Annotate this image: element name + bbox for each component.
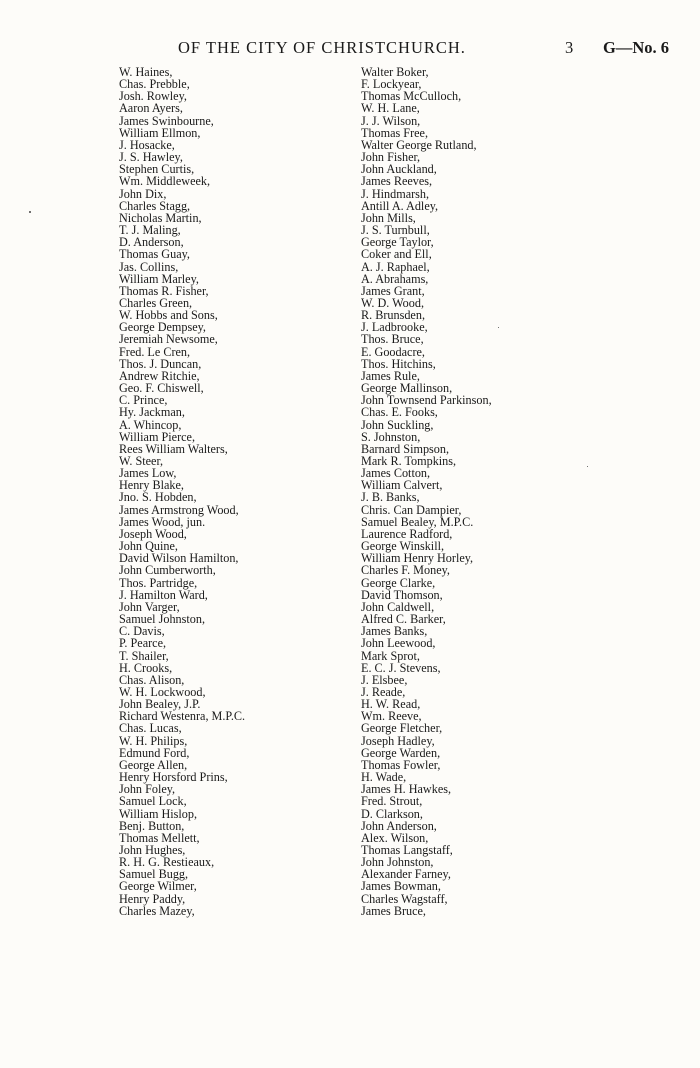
signatory-name: D. Anderson, — [119, 235, 184, 250]
signatory-name: T. Shailer, — [119, 648, 169, 663]
signatory-name: Henry Horsford Prins, — [119, 770, 228, 785]
signatory-name: Chas. Lucas, — [119, 721, 182, 736]
signatory-name: Jeremiah Newsome, — [119, 332, 218, 347]
signatory-name: H. Wade, — [361, 770, 407, 785]
signatory-list-right — [361, 66, 492, 917]
signatory-name: James Banks, — [361, 624, 428, 639]
signatory-name: Charles F. Money, — [361, 563, 450, 578]
signatory-name: James Rule, — [361, 368, 420, 383]
signatory-name: Fred. Strout, — [361, 794, 423, 809]
signatory-name: Wm. Middleweek, — [119, 174, 211, 189]
page-header — [0, 38, 700, 62]
signatory-name: Thomas McCulloch, — [361, 89, 462, 104]
signatory-name: J. Reade, — [361, 684, 406, 699]
signatory-name: A. J. Raphael, — [361, 259, 430, 274]
signatory-name: Edmund Ford, — [119, 745, 190, 760]
signatory-name: George Clarke, — [361, 575, 436, 590]
signatory-name: Thos. Bruce, — [361, 332, 424, 347]
signatory-name: John Dix, — [119, 186, 167, 201]
signatory-name: Thos. J. Duncan, — [119, 356, 202, 371]
signatory-name: J. J. Wilson, — [361, 113, 421, 128]
signatory-name: Antill A. Adley, — [361, 198, 439, 213]
signatory-name: James Bowman, — [361, 879, 441, 894]
signatory-name: James H. Hawkes, — [361, 782, 452, 797]
signatory-name: John Fisher, — [361, 150, 421, 165]
signatory-name: Fred. Le Cren, — [119, 344, 191, 359]
signatory-name: Geo. F. Chiswell, — [119, 381, 204, 396]
signatory-name: E. C. J. Stevens, — [361, 660, 441, 675]
signatory-name: Benj. Button, — [119, 818, 185, 833]
signatory-name: Thos. Partridge, — [119, 575, 198, 590]
signatory-name: E. Goodacre, — [361, 344, 425, 359]
signatory-name: James Bruce, — [361, 903, 426, 918]
signatory-name: Thomas Mellett, — [119, 830, 200, 845]
signatory-name: James Armstrong Wood, — [119, 502, 239, 517]
signatory-name: John Cumberworth, — [119, 563, 216, 578]
signatory-name: W. H. Lane, — [361, 101, 420, 116]
signatory-name: Charles Stagg, — [119, 198, 191, 213]
signatory-name: Richard Westenra, M.P.C. — [119, 709, 246, 724]
signatory-name: Thomas R. Fisher, — [119, 283, 209, 298]
signatory-name: F. Lockyear, — [361, 77, 422, 92]
signatory-name: R. H. G. Restieaux, — [119, 855, 215, 870]
signatory-name: W. H. Lockwood, — [119, 684, 206, 699]
signatory-name: William Calvert, — [361, 478, 443, 493]
signatory-name: John Varger, — [119, 599, 180, 614]
signatory-name: John Foley, — [119, 782, 176, 797]
signatory-name: John Anderson, — [361, 818, 437, 833]
signatory-name: Chas. Prebble, — [119, 77, 190, 92]
signatory-name: C. Davis, — [119, 624, 165, 639]
signatory-name: S. Johnston, — [361, 429, 421, 444]
signatory-name: Josh. Rowley, — [119, 89, 187, 104]
signatory-name: J. S. Hawley, — [119, 150, 183, 165]
signatory-name: C. Prince, — [119, 393, 168, 408]
signatory-name: J. S. Turnbull, — [361, 223, 430, 238]
signatory-name: Walter Boker, — [361, 65, 429, 79]
signatory-name: William Ellmon, — [119, 125, 201, 140]
signatory-name: William Hislop, — [119, 806, 198, 821]
signatory-name: Thos. Hitchins, — [361, 356, 436, 371]
signatory-name: W. Hobbs and Sons, — [119, 308, 218, 323]
signatory-name: Samuel Bealey, M.P.C. — [361, 514, 474, 529]
page-number: 3 — [565, 38, 574, 57]
signatory-name: Walter George Rutland, — [361, 137, 477, 152]
signatory-name: Wm. Reeve, — [361, 709, 422, 724]
signatory-name: J. B. Banks, — [361, 490, 420, 505]
signatory-name: Andrew Ritchie, — [119, 368, 200, 383]
signatory-name: John Suckling, — [361, 417, 434, 432]
signatory-name: A. Whincop, — [119, 417, 182, 432]
signatory-name: Henry Blake, — [119, 478, 184, 493]
signatory-name: Charles Wagstaff, — [361, 891, 448, 906]
signatory-name: David Wilson Hamilton, — [119, 551, 239, 566]
signatory-name: George Mallinson, — [361, 381, 453, 396]
signatory-name: Aaron Ayers, — [119, 101, 183, 116]
signatory-name: Rees William Walters, — [119, 441, 228, 456]
signatory-name: Samuel Bugg, — [119, 867, 189, 882]
signatory-name: Chas. E. Fooks, — [361, 405, 438, 420]
signatory-name: D. Clarkson, — [361, 806, 423, 821]
signatory-list-left — [119, 66, 245, 917]
signatory-name: R. Brunsden, — [361, 308, 425, 323]
signatory-name: J. Hindmarsh, — [361, 186, 430, 201]
signatory-name: P. Pearce, — [119, 636, 167, 651]
signatory-name: George Winskill, — [361, 539, 445, 554]
signatory-name: Charles Mazey, — [119, 903, 195, 918]
signatory-name: Alex. Wilson, — [361, 830, 429, 845]
signatory-name: J. Hosacke, — [119, 137, 175, 152]
signatory-name: Stephen Curtis, — [119, 162, 195, 177]
signatory-name: George Wilmer, — [119, 879, 197, 894]
signatory-name: John Caldwell, — [361, 599, 435, 614]
signatory-name: John Bealey, J.P. — [119, 697, 201, 712]
signatory-name: James Wood, jun. — [119, 514, 206, 529]
signatory-name: James Low, — [119, 466, 177, 481]
signatory-name: Coker and Ell, — [361, 247, 432, 262]
signatory-name: Chas. Alison, — [119, 672, 185, 687]
signatory-name: Joseph Wood, — [119, 526, 187, 541]
signatory-name: J. Ladbrooke, — [361, 320, 428, 335]
signatory-name: Samuel Lock, — [119, 794, 187, 809]
signatory-name: James Swinbourne, — [119, 113, 214, 128]
signatory-name: John Leewood, — [361, 636, 436, 651]
signatory-name: John Mills, — [361, 210, 416, 225]
signatory-name: Jas. Collins, — [119, 259, 179, 274]
signatory-name: Henry Paddy, — [119, 891, 186, 906]
paper-speck — [498, 327, 499, 328]
signatory-name: James Reeves, — [361, 174, 433, 189]
signatory-name: Alfred C. Barker, — [361, 612, 446, 627]
signatory-name: Mark R. Tompkins, — [361, 454, 457, 468]
signatory-name: Thomas Free, — [361, 125, 429, 140]
signatory-name: John Hughes, — [119, 843, 186, 857]
signatory-name: James Grant, — [361, 283, 425, 298]
signatory-name: Joseph Hadley, — [361, 733, 435, 748]
signatory-name: George Warden, — [361, 745, 441, 760]
paper-speck — [29, 211, 31, 213]
signatory-name: H. Crooks, — [119, 660, 173, 675]
signatory-name: T. J. Maling, — [119, 223, 181, 238]
signatory-name: Mark Sprot, — [361, 648, 420, 663]
signatory-name: Nicholas Martin, — [119, 210, 202, 225]
signatory-name: John Johnston, — [361, 855, 434, 870]
signatory-name: George Fletcher, — [361, 721, 443, 736]
signatory-name: W. H. Philips, — [119, 733, 188, 748]
signatory-name: W. D. Wood, — [361, 295, 425, 310]
signatory-name: Jno. S. Hobden, — [119, 490, 197, 505]
signatory-name: Thomas Fowler, — [361, 757, 441, 772]
signatory-name: W. Steer, — [119, 454, 164, 468]
signatory-name: J. Elsbee, — [361, 672, 408, 687]
signatory-name: William Marley, — [119, 271, 199, 286]
paper-speck — [587, 466, 588, 467]
signatory-name: William Pierce, — [119, 429, 195, 444]
signatory-name: David Thomson, — [361, 587, 443, 602]
signatory-name: Thomas Langstaff, — [361, 843, 453, 857]
signatory-name: Samuel Johnston, — [119, 612, 205, 627]
signatory-name: Chris. Can Dampier, — [361, 502, 462, 517]
signatory-name: Barnard Simpson, — [361, 441, 450, 456]
signatory-name: Charles Green, — [119, 295, 193, 310]
signatory-name: John Quine, — [119, 539, 178, 554]
signatory-name: W. Haines, — [119, 65, 173, 79]
signatory-name: Alexander Farney, — [361, 867, 451, 882]
signatory-name: George Dempsey, — [119, 320, 206, 335]
signatory-name: J. Hamilton Ward, — [119, 587, 208, 602]
signatory-name: George Allen, — [119, 757, 188, 772]
signatory-name: William Henry Horley, — [361, 551, 474, 566]
signatory-name: James Cotton, — [361, 466, 431, 481]
signatory-name: Hy. Jackman, — [119, 405, 185, 420]
signatory-name: A. Abrahams, — [361, 271, 429, 286]
signatory-name: John Auckland, — [361, 162, 437, 177]
signatory-name: H. W. Read, — [361, 697, 421, 712]
signatory-name: Thomas Guay, — [119, 247, 190, 262]
signatory-name: John Townsend Parkinson, — [361, 393, 492, 408]
signatory-name: George Taylor, — [361, 235, 434, 250]
signatory-name: Laurence Radford, — [361, 526, 453, 541]
document-reference: G—No. 6 — [603, 38, 669, 57]
running-title: OF THE CITY OF CHRISTCHURCH. — [178, 38, 466, 57]
